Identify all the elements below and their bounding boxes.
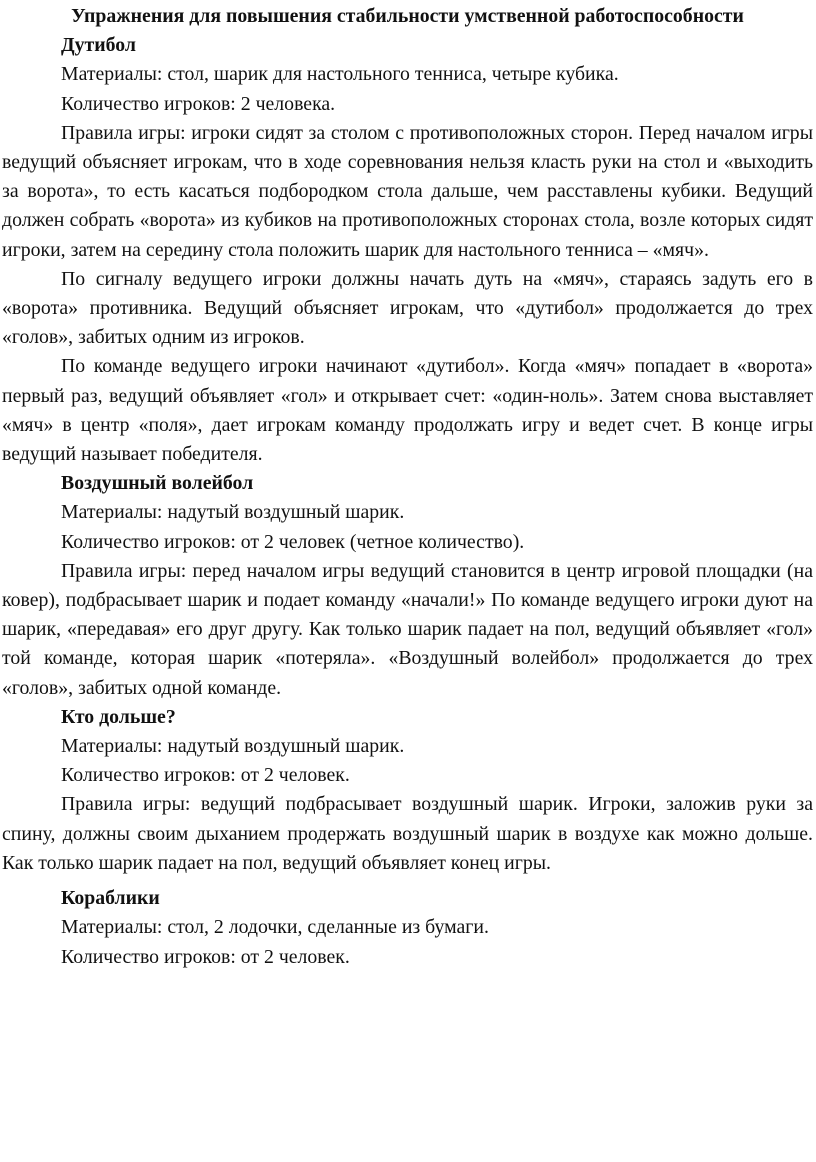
section-heading-who-longer: Кто дольше? (61, 705, 176, 728)
materials-text: Материалы: надутый воздушный шарик. (61, 501, 405, 524)
rules-paragraph (2, 119, 813, 265)
rules-label: Правила игры (61, 793, 185, 816)
rules-label: Правила игры: (61, 559, 187, 582)
body-paragraph: По команде ведущего игроки начинают «дутибол». Когда «мяч» попадает в «ворота» первый раз, ведущий объявляет «гол» и открывает счет: «один-ноль». Затем снова выставляет «мяч» в центр «поля», дает игрокам команду продолжать игру и ведет счет. В конце игры ведущий называет победителя. (2, 355, 813, 466)
section-heading-dutibol: Дутибол (61, 34, 136, 57)
players-label: Количество игроков (61, 530, 231, 553)
materials-text: Материалы: стол, шарик для настольного тенниса, четыре кубика. (61, 63, 619, 86)
players-label: Количество игроков (61, 945, 231, 968)
section-heading-boats: Кораблики (61, 887, 160, 910)
rules-separator: : (184, 793, 191, 816)
body-paragraph: По сигналу ведущего игроки должны начать дуть на «мяч», стараясь задуть его в «ворота» противника. Ведущий объясняет игрокам, что «дутибол» продолжается до трех «голов», забитых одним из игроков. (2, 267, 813, 349)
players-paragraph (2, 528, 813, 557)
players-text: Количество игроков: 2 человека. (61, 92, 336, 115)
rules-paragraph (2, 790, 813, 878)
materials-text: Материалы: стол, 2 лодочки, сделанные из бумаги. (61, 916, 489, 939)
players-separator: : (230, 530, 236, 553)
document-title: Упражнения для повышения стабильности умственной работоспособности (71, 5, 744, 27)
rules-separator: : (180, 121, 186, 144)
rules-label: Правила игры (61, 121, 181, 144)
rules-paragraph (2, 557, 813, 703)
players-text: от 2 человек (четное количество). (235, 530, 525, 553)
players-text: Количество игроков: от 2 человек. (61, 764, 350, 787)
players-text: от 2 человек. (235, 945, 350, 968)
materials-text: Материалы: надутый воздушный шарик. (61, 735, 405, 758)
rules-text: перед началом игры ведущий становится в центр игровой площадки (на ковер), подбрасывает шарик и подает команду «начали!» По команде ведущего игроки дуют на шарик, «передавая» его друг другу. Как только шарик падает на пол, ведущий объявляет «гол» той команде, которая шарик «потеряла». «Воздушный волейбол» продолжается до трех «голов», забитых одной команде. (2, 559, 814, 699)
players-paragraph (2, 943, 813, 972)
section-heading-air-volleyball: Воздушный волейбол (61, 472, 254, 495)
rules-text: игроки сидят за столом с противоположных сторон. Перед началом игры ведущий объясняет игрокам, что в ходе соревнования нельзя класть руки на стол и «выходить за ворота», то есть касаться подбородком стола дальше, чем расставлены кубики. Ведущий должен собрать «ворота» из кубиков на противоположных сторонах стола, возле которых сидят игроки, затем на середину стола положить шарик для настольного тенниса – «мяч». (2, 121, 813, 261)
players-separator: : (230, 945, 236, 968)
rules-text: ведущий подбрасывает воздушный шарик. Игроки, заложив руки за спину, должны своим дыханием продержать воздушный шарик в воздухе как можно дольше. Как только шарик падает на пол, ведущий объявляет конец игры. (2, 793, 814, 874)
